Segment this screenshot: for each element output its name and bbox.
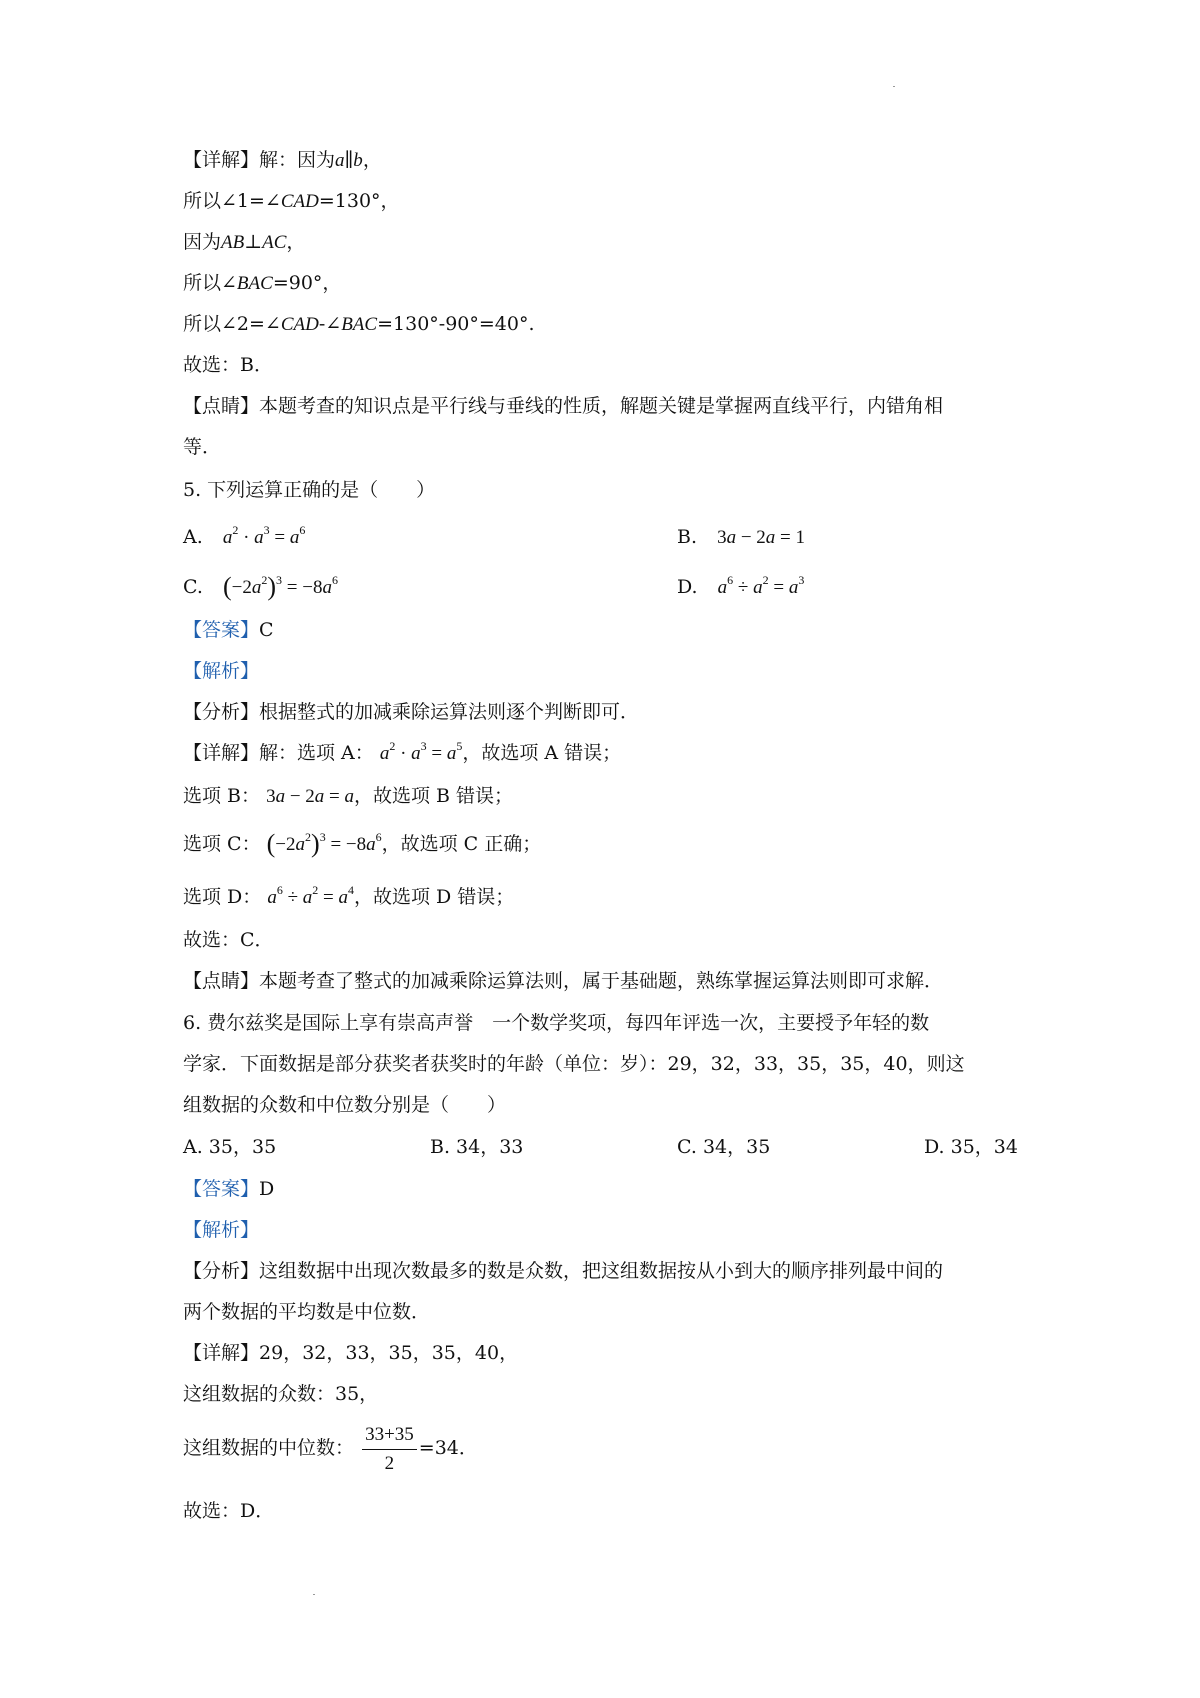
math: $(-2a^2)^3 = -8a^6$ [266, 829, 382, 858]
q5-choose: 故选：C． [183, 929, 274, 951]
text: 选项 B： [183, 785, 261, 807]
text: =130°-90°=40°. [377, 313, 535, 335]
q5-option-a [183, 524, 305, 551]
text: 解：选项 A： [259, 742, 374, 764]
q6-fenxi-2: 两个数据的平均数是中位数． [183, 1301, 431, 1323]
math: ⊥ [244, 231, 263, 253]
q4-note-line2: 等． [183, 436, 222, 458]
q6-option-d: D. 35，34 [924, 1136, 1018, 1158]
answer-value: D [259, 1178, 275, 1200]
text: ， [286, 231, 306, 253]
q6-option-a: A. 35，35 [183, 1136, 277, 1158]
q4-choose: 故选：B． [183, 354, 273, 376]
q6-stem-1: 6. 费尔兹奖是国际上享有崇高声誉 一个数学奖项，每四年评选一次，主要授予年轻的数 [183, 1012, 930, 1034]
q4-detail-line1 [183, 147, 382, 174]
option-label: A. [183, 526, 203, 548]
detail-tag: 【详解】 [183, 1342, 260, 1364]
q6-fenxi-1 [183, 1258, 943, 1284]
answer-tag: 【答案】 [183, 619, 260, 641]
q6-detail [183, 1340, 518, 1366]
q5-detail-a [183, 740, 621, 767]
text: ， [362, 149, 382, 171]
fraction [362, 1421, 417, 1478]
text: 因为 [183, 231, 222, 253]
note-tag: 【点睛】 [183, 970, 260, 992]
math: BAC [341, 314, 378, 335]
text: ，故选项 D 错误； [353, 886, 515, 908]
text: =34． [418, 1437, 478, 1459]
q4-detail-line2 [183, 188, 400, 215]
q4-detail-line3 [183, 229, 305, 256]
scan-speck [893, 86, 895, 87]
q6-stem-2: 学家．下面数据是部分获奖者获奖时的年龄（单位：岁）：29，32，33，35，35，40，则这 [183, 1053, 965, 1075]
math: CAD [280, 314, 319, 335]
fraction-denominator: 2 [384, 1452, 395, 1474]
text: -∠ [318, 313, 342, 335]
note-tag: 【点睛】 [183, 395, 260, 417]
text: 这组数据中出现次数最多的数是众数，把这组数据按从小到大的顺序排列最中间的 [259, 1260, 944, 1282]
text: 选项 D： [183, 886, 262, 908]
q6-stem-3: 组数据的众数和中位数分别是（ ） [183, 1094, 507, 1116]
q4-detail-line4 [183, 270, 341, 297]
math: AC [262, 232, 287, 253]
q6-option-c: C. 34，35 [677, 1136, 771, 1158]
text: 所以∠1=∠ [183, 190, 281, 212]
q4-note-line1 [183, 393, 943, 419]
q5-detail-c [183, 831, 541, 858]
text: 根据整式的加减乘除运算法则逐个判断即可． [259, 701, 640, 723]
fraction-numerator: 33+35 [362, 1421, 417, 1450]
q4-detail-line5 [183, 311, 535, 338]
fenxi-tag: 【分析】 [183, 1260, 260, 1282]
q5-option-b [677, 524, 805, 551]
math: AB [221, 232, 245, 253]
q5-answer [183, 617, 274, 643]
q5-note [183, 968, 943, 994]
math: BAC [236, 273, 273, 294]
q5-detail-b [183, 783, 513, 810]
option-math: $a^6 \div a^2 = a^3$ [717, 573, 805, 598]
text: 29，32，33，35，35，40， [259, 1342, 519, 1364]
q6-median [183, 1416, 478, 1480]
q5-detail-d [183, 884, 514, 911]
q5-analysis-tag: 【解析】 [183, 660, 260, 682]
math: 3a − 2a = a [266, 786, 354, 807]
math: $a^2 \cdot a^3 = a^5$ [379, 739, 463, 764]
math: CAD [280, 191, 319, 212]
text: 所以∠ [183, 272, 237, 294]
q5-option-d [677, 574, 804, 601]
option-math: $(-2a^2)^3 = -8a^6$ [222, 572, 338, 601]
q6-mode: 这组数据的众数：35， [183, 1383, 379, 1405]
q5-stem: 5. 下列运算正确的是（ ） [183, 479, 436, 501]
text: 本题考查了整式的加减乘除运算法则，属于基础题，熟练掌握运算法则即可求解． [259, 970, 944, 992]
text: 解：因为 [259, 149, 336, 171]
text: =130°， [318, 190, 400, 212]
text: 所以∠2=∠ [183, 313, 281, 335]
text: ，故选项 A 错误； [462, 742, 622, 764]
detail-tag: 【详解】 [183, 742, 260, 764]
answer-tag: 【答案】 [183, 1178, 260, 1200]
text: 选项 C： [183, 833, 261, 855]
option-math: $a^2 \cdot a^3 = a^6$ [222, 523, 306, 548]
q6-choose: 故选：D． [183, 1500, 275, 1522]
q5-fenxi [183, 699, 639, 725]
option-label: D. [677, 576, 698, 598]
text: ，故选项 B 错误； [354, 785, 514, 807]
text: ，故选项 C 正确； [381, 833, 542, 855]
detail-tag: 【详解】 [183, 149, 260, 171]
math: $a^6 \div a^2 = a^4$ [267, 883, 354, 908]
text: =90°， [272, 272, 342, 294]
option-label: C. [183, 576, 203, 598]
fenxi-tag: 【分析】 [183, 701, 260, 723]
option-math: 3a − 2a = 1 [717, 527, 805, 548]
q5-option-c [183, 574, 338, 601]
math: a∥b [335, 150, 363, 171]
text: 这组数据的中位数： [183, 1437, 355, 1459]
option-label: B. [677, 526, 698, 548]
text: 本题考查的知识点是平行线与垂线的性质，解题关键是掌握两直线平行，内错角相 [259, 395, 944, 417]
answer-value: C [259, 619, 274, 641]
q6-answer [183, 1176, 274, 1202]
scan-speck [313, 1594, 315, 1595]
q6-analysis-tag: 【解析】 [183, 1219, 260, 1241]
q6-option-b: B. 34，33 [430, 1136, 524, 1158]
